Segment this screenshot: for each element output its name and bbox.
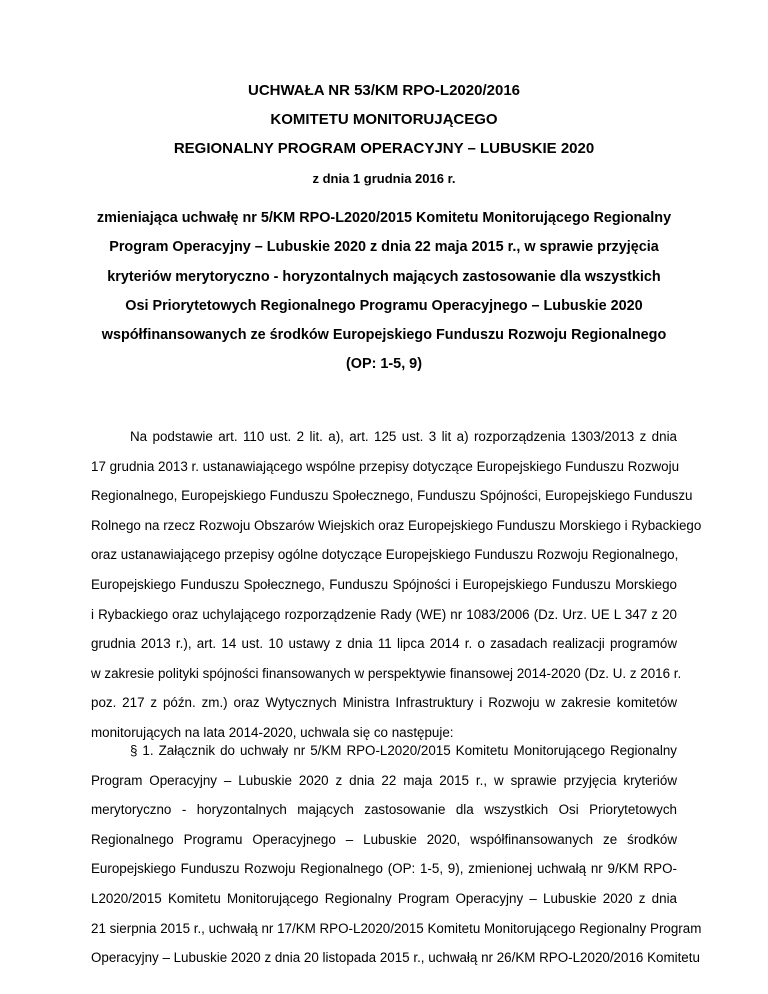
paragraph-line: grudnia 2013 r.), art. 14 ust. 10 ustawy z dnia 11 lipca 2014 r. o zasadach realizacji programów [91,636,677,652]
paragraph-line: 17 grudnia 2013 r. ustanawiającego wspólne przepisy dotyczące Europejskiego Funduszu Rozwoju [91,458,680,474]
subject-line: Osi Priorytetowych Regionalnego Programu Operacyjnego – Lubuskie 2020 [125,297,643,314]
paragraph-line: § 1. Załącznik do uchwały nr 5/KM RPO-L2020/2015 Komitetu Monitorującego Regionalny [130,743,677,758]
section-1-paragraph [91,736,702,973]
paragraph-line: Rolnego na rzecz Rozwoju Obszarów Wiejskich oraz Europejskiego Funduszu Morskiego i Rybackiego [91,517,702,533]
program-name: REGIONALNY PROGRAM OPERACYJNY – LUBUSKIE 2020 [173,140,595,157]
paragraph-line: Regionalnego, Europejskiego Funduszu Społecznego, Funduszu Spójności, Europejskiego Funduszu [91,488,693,504]
resolution-number: UCHWAŁA NR 53/KM RPO-L2020/2016 [247,82,520,99]
resolution-subject [60,204,708,380]
paragraph-line: 21 sierpnia 2015 r., uchwałą nr 17/KM RPO-L2020/2015 Komitetu Monitorującego Regionalny Program [91,920,702,936]
subject-line: zmieniająca uchwałę nr 5/KM RPO-L2020/2015 Komitetu Monitorującego Regionalny [96,210,672,226]
subject-line: (OP: 1-5, 9) [346,356,422,373]
paragraph-line: Program Operacyjny – Lubuskie 2020 z dnia 22 maja 2015 r., w sprawie przyjęcia kryteriów [91,772,677,788]
paragraph-line: Europejskiego Funduszu Społecznego, Funduszu Spójności i Europejskiego Funduszu Morskiego [91,576,677,592]
paragraph-line: poz. 217 z późn. zm.) oraz Wytycznych Ministra Infrastruktury i Rozwoju w zakresie komitetów [91,695,677,711]
paragraph-line: Regionalnego Programu Operacyjnego – Lubuskie 2020, współfinansowanych ze środków [91,831,677,847]
subject-line: kryteriów merytoryczno - horyzontalnych mających zastosowanie dla wszystkich [107,268,661,285]
subject-line: Program Operacyjny – Lubuskie 2020 z dnia 22 maja 2015 r., w sprawie przyjęcia [109,239,659,256]
paragraph-line: i Rybackiego oraz uchylającego rozporządzenie Rady (WE) nr 1083/2006 (Dz. Urz. UE L 347 z 20 [91,606,677,622]
paragraph-line: oraz ustanawiającego przepisy ogólne dotyczące Europejskiego Funduszu Rozwoju Regionalnego, [91,547,679,563]
paragraph-line: Operacyjny – Lubuskie 2020 z dnia 20 listopada 2015 r., uchwałą nr 26/KM RPO-L2020/2016 Komitetu [91,950,700,966]
paragraph-line: Na podstawie art. 110 ust. 2 lit. a), art. 125 ust. 3 lit a) rozporządzenia 1303/2013 z dnia [130,429,677,444]
subject-line: współfinansowanych ze środków Europejskiego Funduszu Rozwoju Regionalnego [101,327,667,344]
preamble-paragraph [91,422,702,748]
paragraph-line: L2020/2015 Komitetu Monitorującego Regionalny Program Operacyjny – Lubuskie 2020 z dnia [91,890,677,906]
paragraph-line: w zakresie polityki spójności finansowanych w perspektywie finansowej 2014-2020 (Dz. U. z 2016 r. [91,665,682,681]
resolution-date: z dnia 1 grudnia 2016 r. [312,171,456,186]
paragraph-line: merytoryczno - horyzontalnych mających zastosowanie dla wszystkich Osi Priorytetowych [91,802,677,818]
paragraph-line: monitorujących na lata 2014-2020, uchwala się co następuje: [91,724,454,740]
paragraph-line: Europejskiego Funduszu Rozwoju Regionalnego (OP: 1-5, 9), zmienionej uchwałą nr 9/KM RPO- [91,861,677,877]
committee-name: KOMITETU MONITORUJĄCEGO [270,111,498,128]
